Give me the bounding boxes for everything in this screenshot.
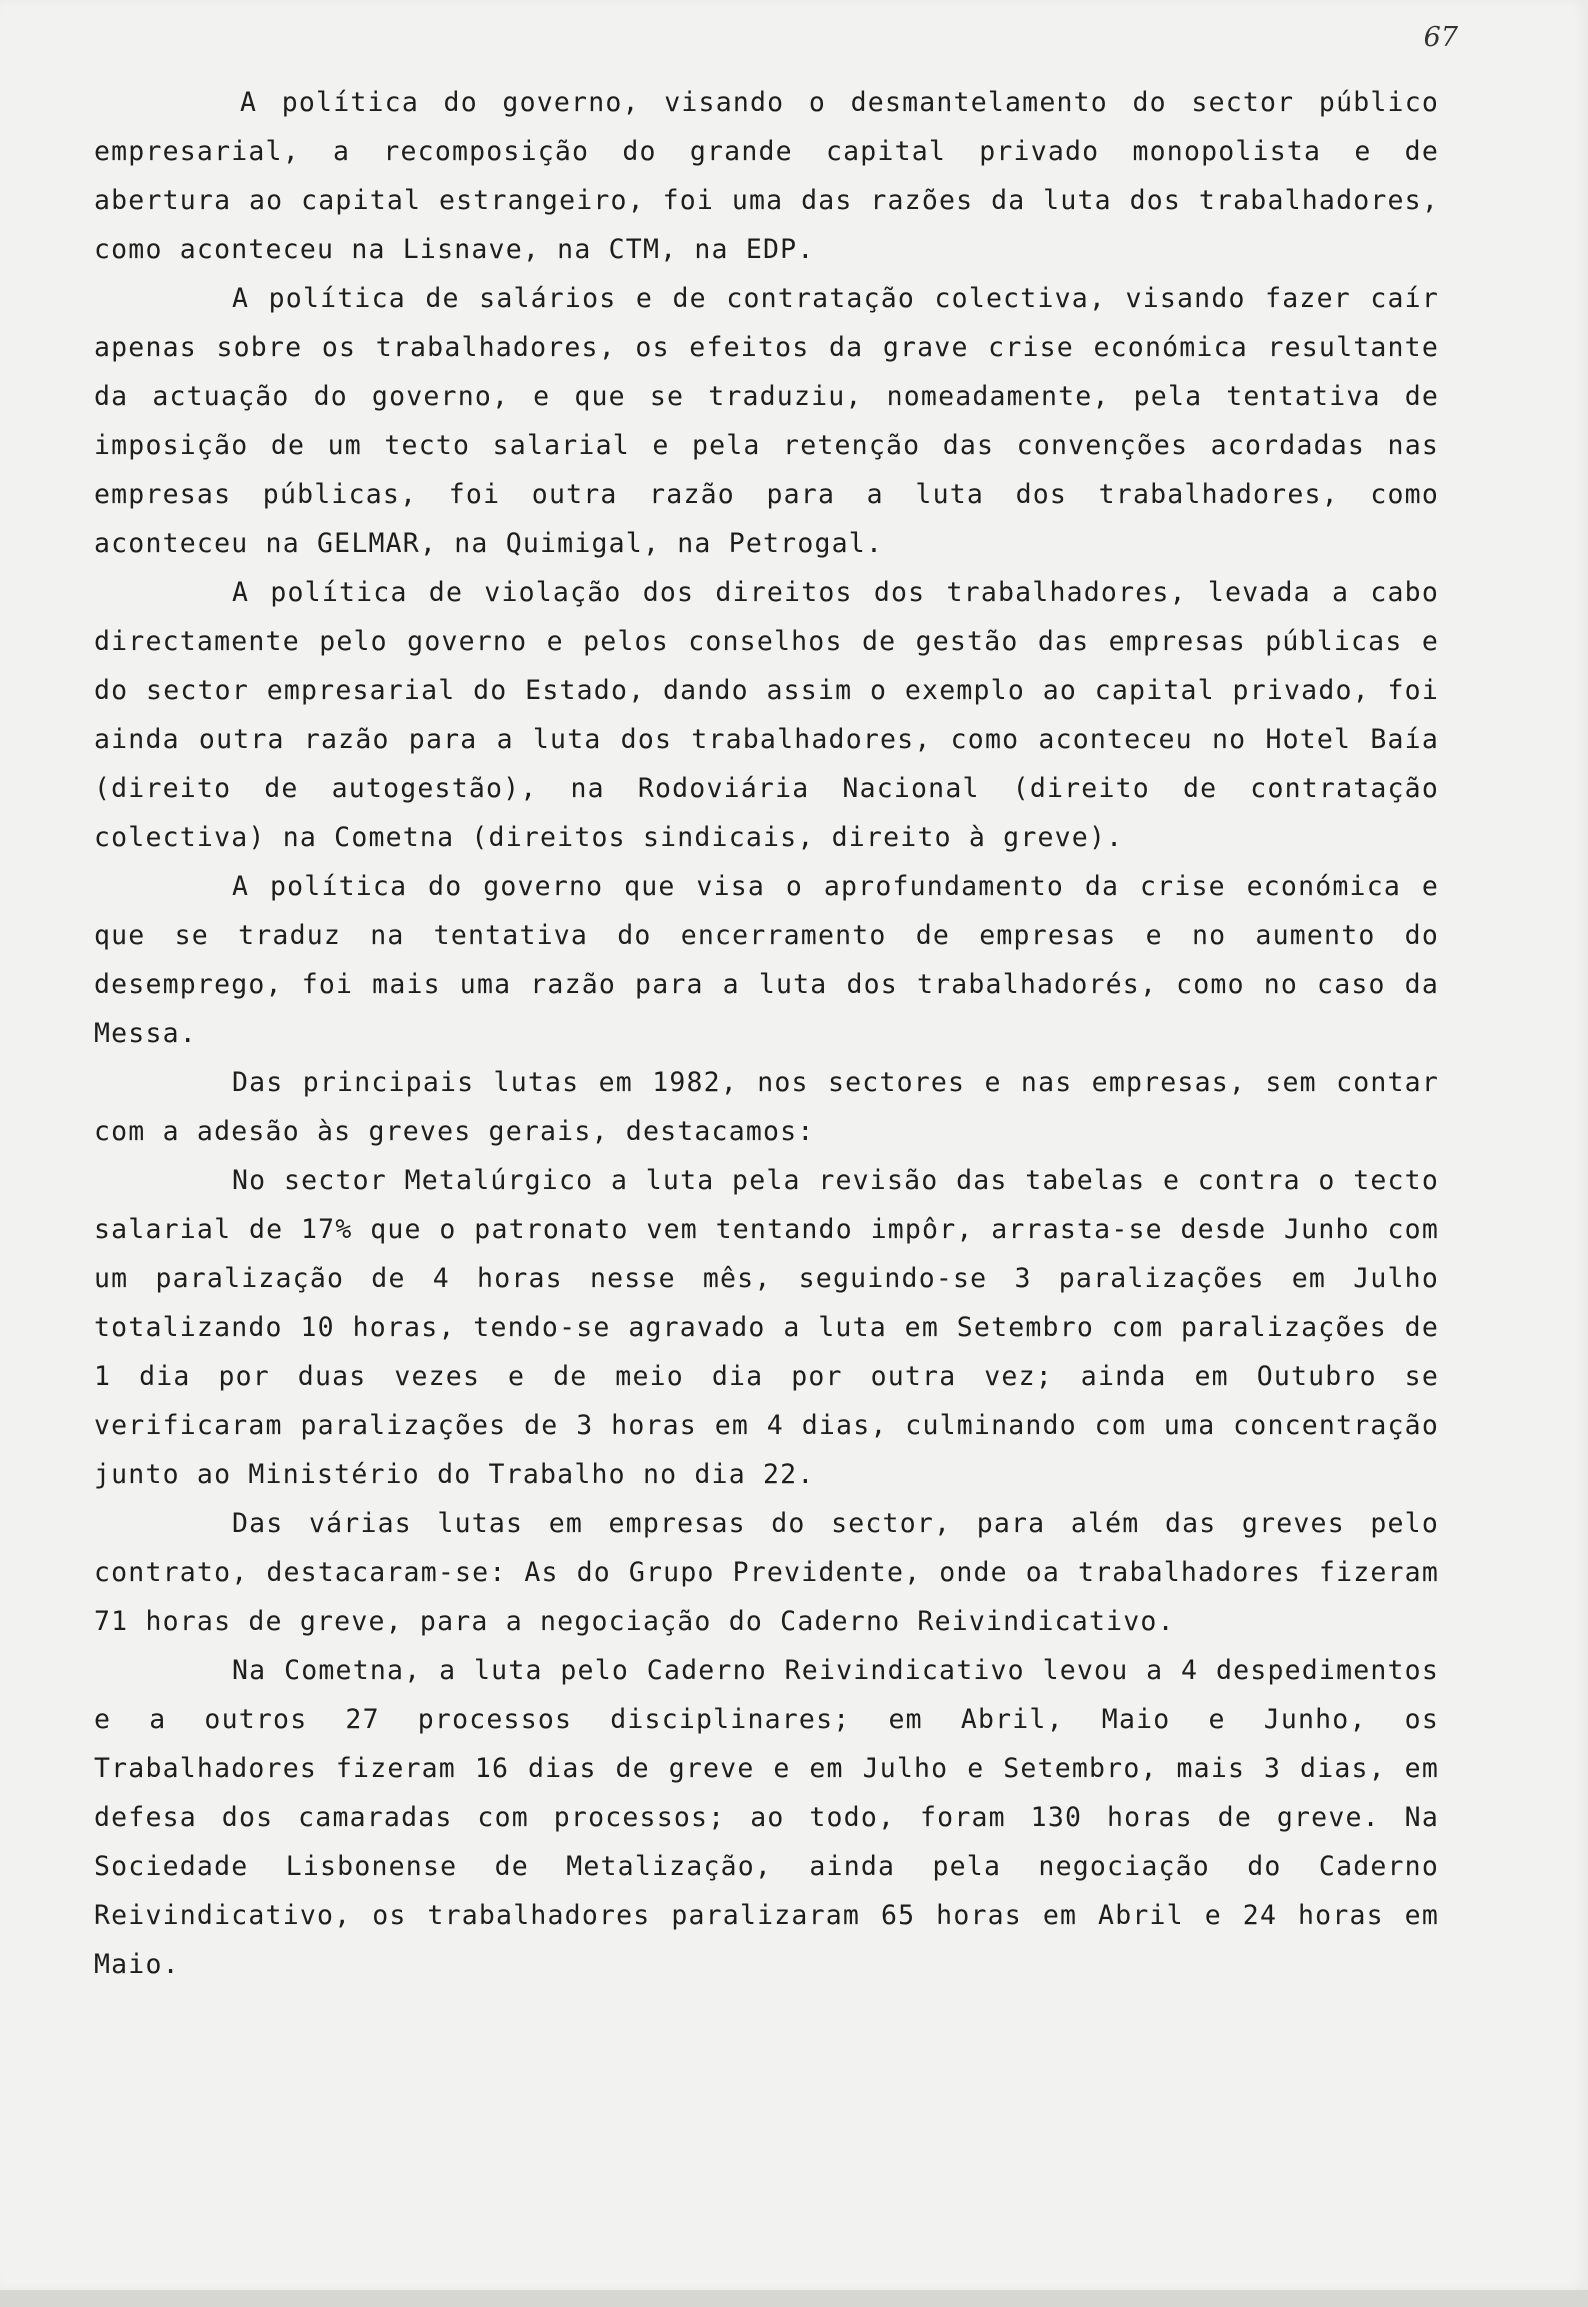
paragraph-rights-violation: A política de violação dos direitos dos trabalhadores, levada a cabo directamente pelo governo e pelos conselhos de gestão das empresas públicas e do sector empresarial do Estado, dando assim o exemplo ao capital privado, foi ainda outra razão para a luta dos trabalhadores, como aconteceu no Hotel Baía (direito de autogestão), na Rodoviária Nacional (direito de contratação colectiva) na Cometna (direitos sindicais, direito à greve).	[94, 577, 1439, 853]
paragraph-public-sector: A política do governo, visando o desmantelamento do sector público empresarial, a recomposição do grande capital privado monopolista e de abertura ao capital estrangeiro, foi uma das razões da luta dos trabalhadores, como aconteceu na Lisnave, na CTM, na EDP.	[94, 87, 1439, 265]
paragraph-company-struggles: Das várias lutas em empresas do sector, para além das greves pelo contrato, destacaram-se: As do Grupo Previdente, onde oa trabalhadores fizeram 71 horas de greve, para a negociação do Caderno Reivindicativo.	[94, 1508, 1439, 1637]
paragraph-wages-policy: A política de salários e de contratação colectiva, visando fazer caír apenas sobre os trabalhadores, os efeitos da grave crise económica resultante da actuação do governo, e que se traduziu, nomeadamente, pela tentativa de imposição de um tecto salarial e pela retenção das convenções acordadas nas empresas públicas, foi outra razão para a luta dos trabalhadores, como aconteceu na GELMAR, na Quimigal, na Petrogal.	[94, 283, 1439, 559]
body-text	[94, 78, 1439, 1989]
page-number: 67	[1423, 22, 1458, 53]
page-bottom-edge	[0, 2290, 1588, 2307]
paragraph-main-struggles: Das principais lutas em 1982, nos sectores e nas empresas, sem contar com a adesão às greves gerais, destacamos:	[94, 1067, 1439, 1147]
paragraph-cometna: Na Cometna, a luta pelo Caderno Reivindicativo levou a 4 despedimentos e a outros 27 processos disciplinares; em Abril, Maio e Junho, os Trabalhadores fizeram 16 dias de greve e em Julho e Setembro, mais 3 dias, em defesa dos camaradas com processos; ao todo, foram 130 horas de greve. Na Sociedade Lisbonense de Metalização, ainda pela negociação do Caderno Reivindicativo, os trabalhadores paralizaram 65 horas em Abril e 24 horas em Maio.	[94, 1655, 1439, 1980]
paragraph-metalworking-sector: No sector Metalúrgico a luta pela revisão das tabelas e contra o tecto salarial de 17% que o patronato vem tentando impôr, arrasta-se desde Junho com um paralização de 4 horas nesse mês, seguindo-se 3 paralizações em Julho totalizando 10 horas, tendo-se agravado a luta em Setembro com paralizações de 1 dia por duas vezes e de meio dia por outra vez; ainda em Outubro se verificaram paralizações de 3 horas em 4 dias, culminando com uma concentração junto ao Ministério do Trabalho no dia 22.	[94, 1165, 1439, 1490]
paragraph-economic-crisis: A política do governo que visa o aprofundamento da crise económica e que se traduz na tentativa do encerramento de empresas e no aumento do desemprego, foi mais uma razão para a luta dos trabalhadorés, como no caso da Messa.	[94, 871, 1439, 1049]
